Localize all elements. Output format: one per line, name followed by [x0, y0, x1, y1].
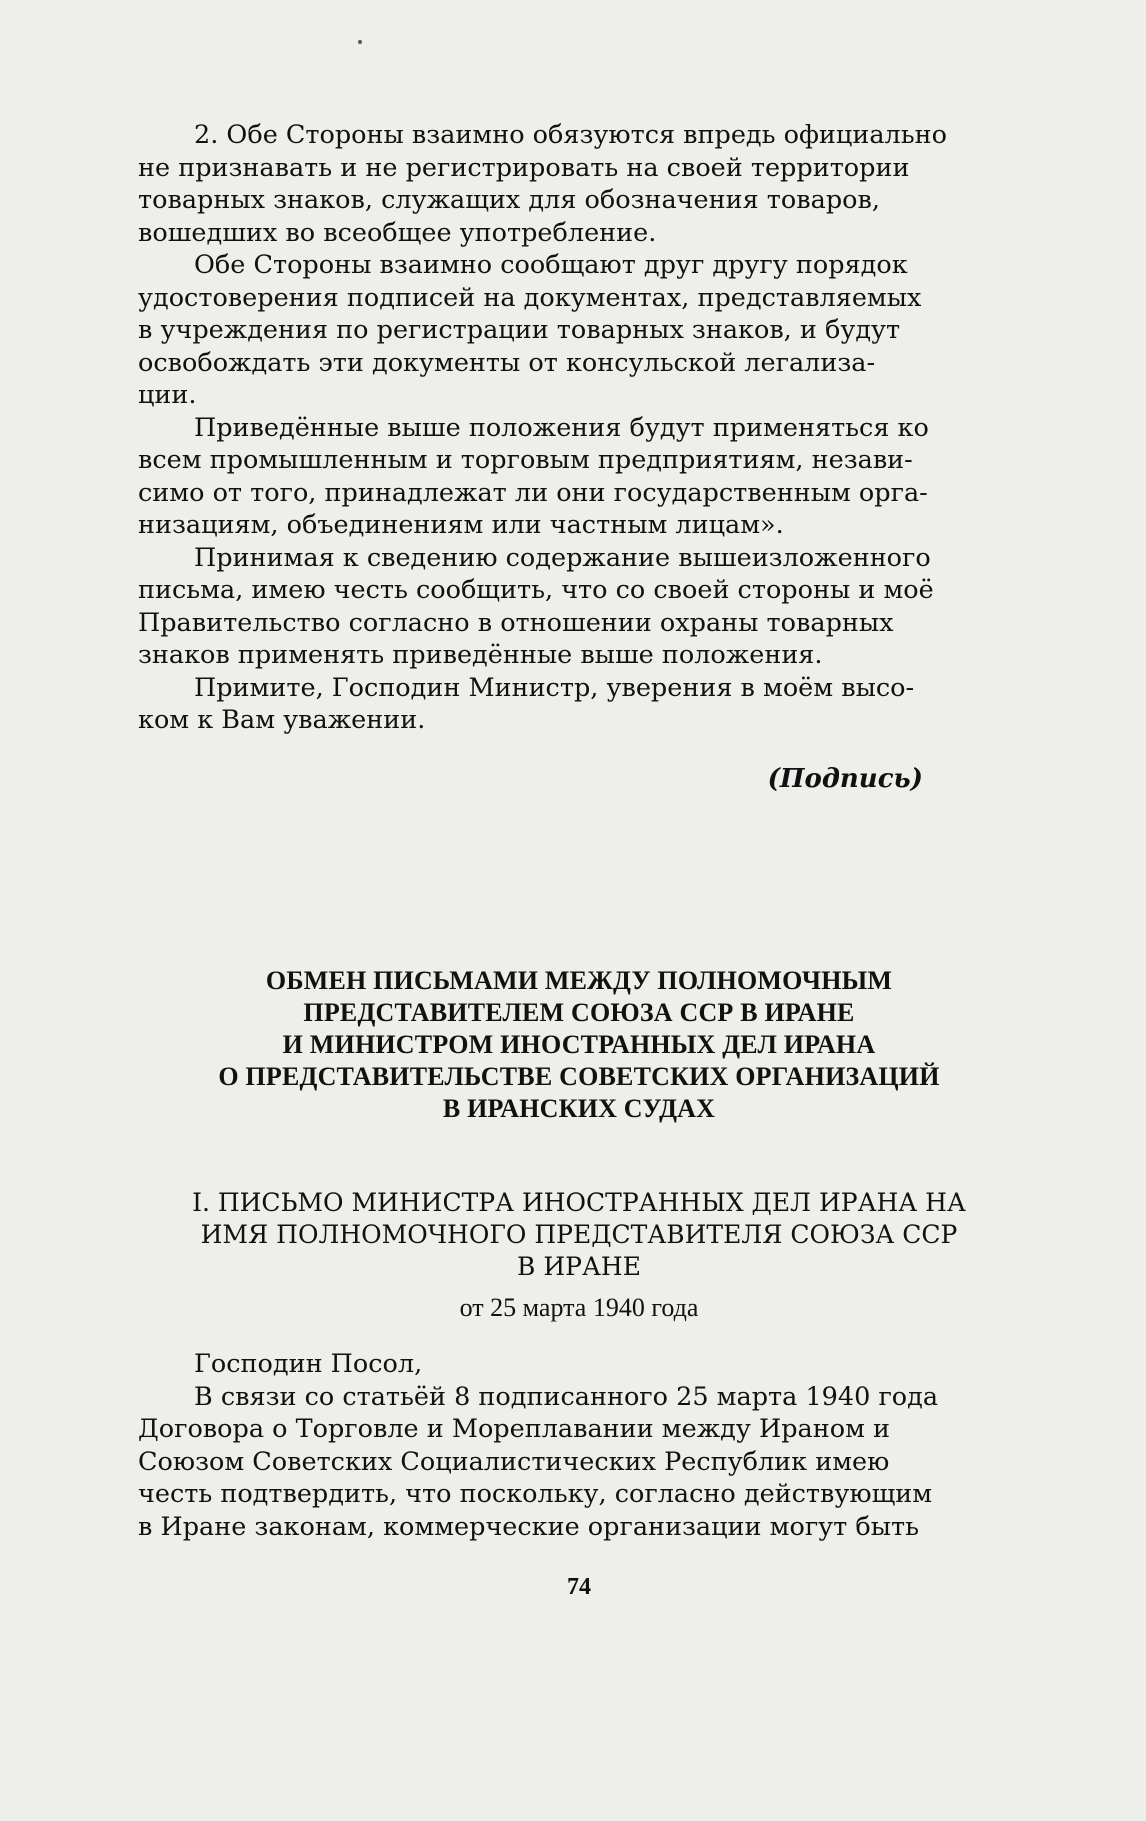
- paragraph-4: [138, 542, 1020, 672]
- text-line: освобождать эти документы от консульской легализа-: [138, 347, 876, 378]
- title-line: I. ПИСЬМО МИНИСТРА ИНОСТРАННЫХ ДЕЛ ИРАНА НА: [192, 1188, 966, 1217]
- text-line: ции.: [138, 380, 197, 410]
- text-line: Союзом Советских Социалистических Республик имею: [138, 1446, 890, 1477]
- text-line: Обе Стороны взаимно сообщают друг другу порядок: [194, 250, 908, 280]
- letter-title: [138, 1187, 1020, 1283]
- title-line: В ИРАНЕ: [517, 1252, 641, 1281]
- text-line: Договора о Торговле и Мореплавании между Ираном и: [138, 1414, 891, 1444]
- text-line: вошедших во всеобщее употребление.: [138, 217, 657, 248]
- letter-date: от 25 марта 1940 года: [459, 1293, 699, 1322]
- text-line: 2. Обе Стороны взаимно обязуются впредь официально: [194, 120, 947, 150]
- text-line: ком к Вам уважении.: [138, 705, 426, 735]
- text-line: в учреждения по регистрации товарных знаков, и будут: [138, 315, 901, 345]
- paragraph-2: [138, 249, 1020, 412]
- top-text-block: [138, 119, 1020, 737]
- text-line: не признавать и не регистрировать на своей территории: [138, 152, 910, 183]
- paragraph-5: [138, 672, 1020, 737]
- text-line: всем промышленным и торговым предприятиям, незави-: [138, 445, 913, 475]
- text-line: письма, имею честь сообщить, что со своей стороны и моё: [138, 575, 934, 605]
- body-paragraph: [138, 1381, 1020, 1544]
- text-line: В связи со статьёй 8 подписанного 25 марта 1940 года: [194, 1381, 939, 1412]
- text-line: в Иране законам, коммерческие организации могут быть: [138, 1511, 920, 1542]
- text-line: знаков применять приведённые выше положения.: [138, 640, 823, 670]
- text-line: честь подтвердить, что поскольку, согласно действующим: [138, 1479, 933, 1509]
- heading-line: О ПРЕДСТАВИТЕЛЬСТВЕ СОВЕТСКИХ ОРГАНИЗАЦИЙ: [218, 1062, 940, 1091]
- heading-line: ОБМЕН ПИСЬМАМИ МЕЖДУ ПОЛНОМОЧНЫМ: [265, 966, 893, 995]
- text-line: Примите, Господин Министр, уверения в моём высо-: [194, 672, 915, 703]
- salutation: Господин Посол,: [194, 1349, 423, 1379]
- heading-line: И МИНИСТРОМ ИНОСТРАННЫХ ДЕЛ ИРАНА: [282, 1030, 876, 1059]
- text-line: Приведённые выше положения будут применяться ко: [194, 412, 929, 443]
- paragraph-3: [138, 412, 1020, 542]
- text-line: Принимая к сведению содержание вышеизложенного: [194, 542, 931, 573]
- text-line: симо от того, принадлежат ли они государственным орга-: [138, 477, 928, 508]
- letter-body: [138, 1348, 1020, 1543]
- page-number: 74: [567, 1574, 591, 1600]
- title-line: ИМЯ ПОЛНОМОЧНОГО ПРЕДСТАВИТЕЛЯ СОЮЗА ССР: [200, 1220, 958, 1249]
- ink-speck: [358, 40, 362, 44]
- paragraph-1: [138, 119, 1020, 249]
- text-line: Правительство согласно в отношении охраны товарных: [138, 607, 894, 638]
- text-line: низациям, объединениям или частным лицам».: [138, 510, 784, 540]
- heading-line: В ИРАНСКИХ СУДАХ: [442, 1094, 716, 1123]
- heading-line: ПРЕДСТАВИТЕЛЕМ СОЮЗА ССР В ИРАНЕ: [303, 998, 855, 1027]
- signature: (Подпись): [767, 764, 923, 794]
- section-heading: [138, 965, 1020, 1125]
- text-line: товарных знаков, служащих для обозначения товаров,: [138, 185, 880, 215]
- text-line: удостоверения подписей на документах, представляемых: [138, 282, 922, 313]
